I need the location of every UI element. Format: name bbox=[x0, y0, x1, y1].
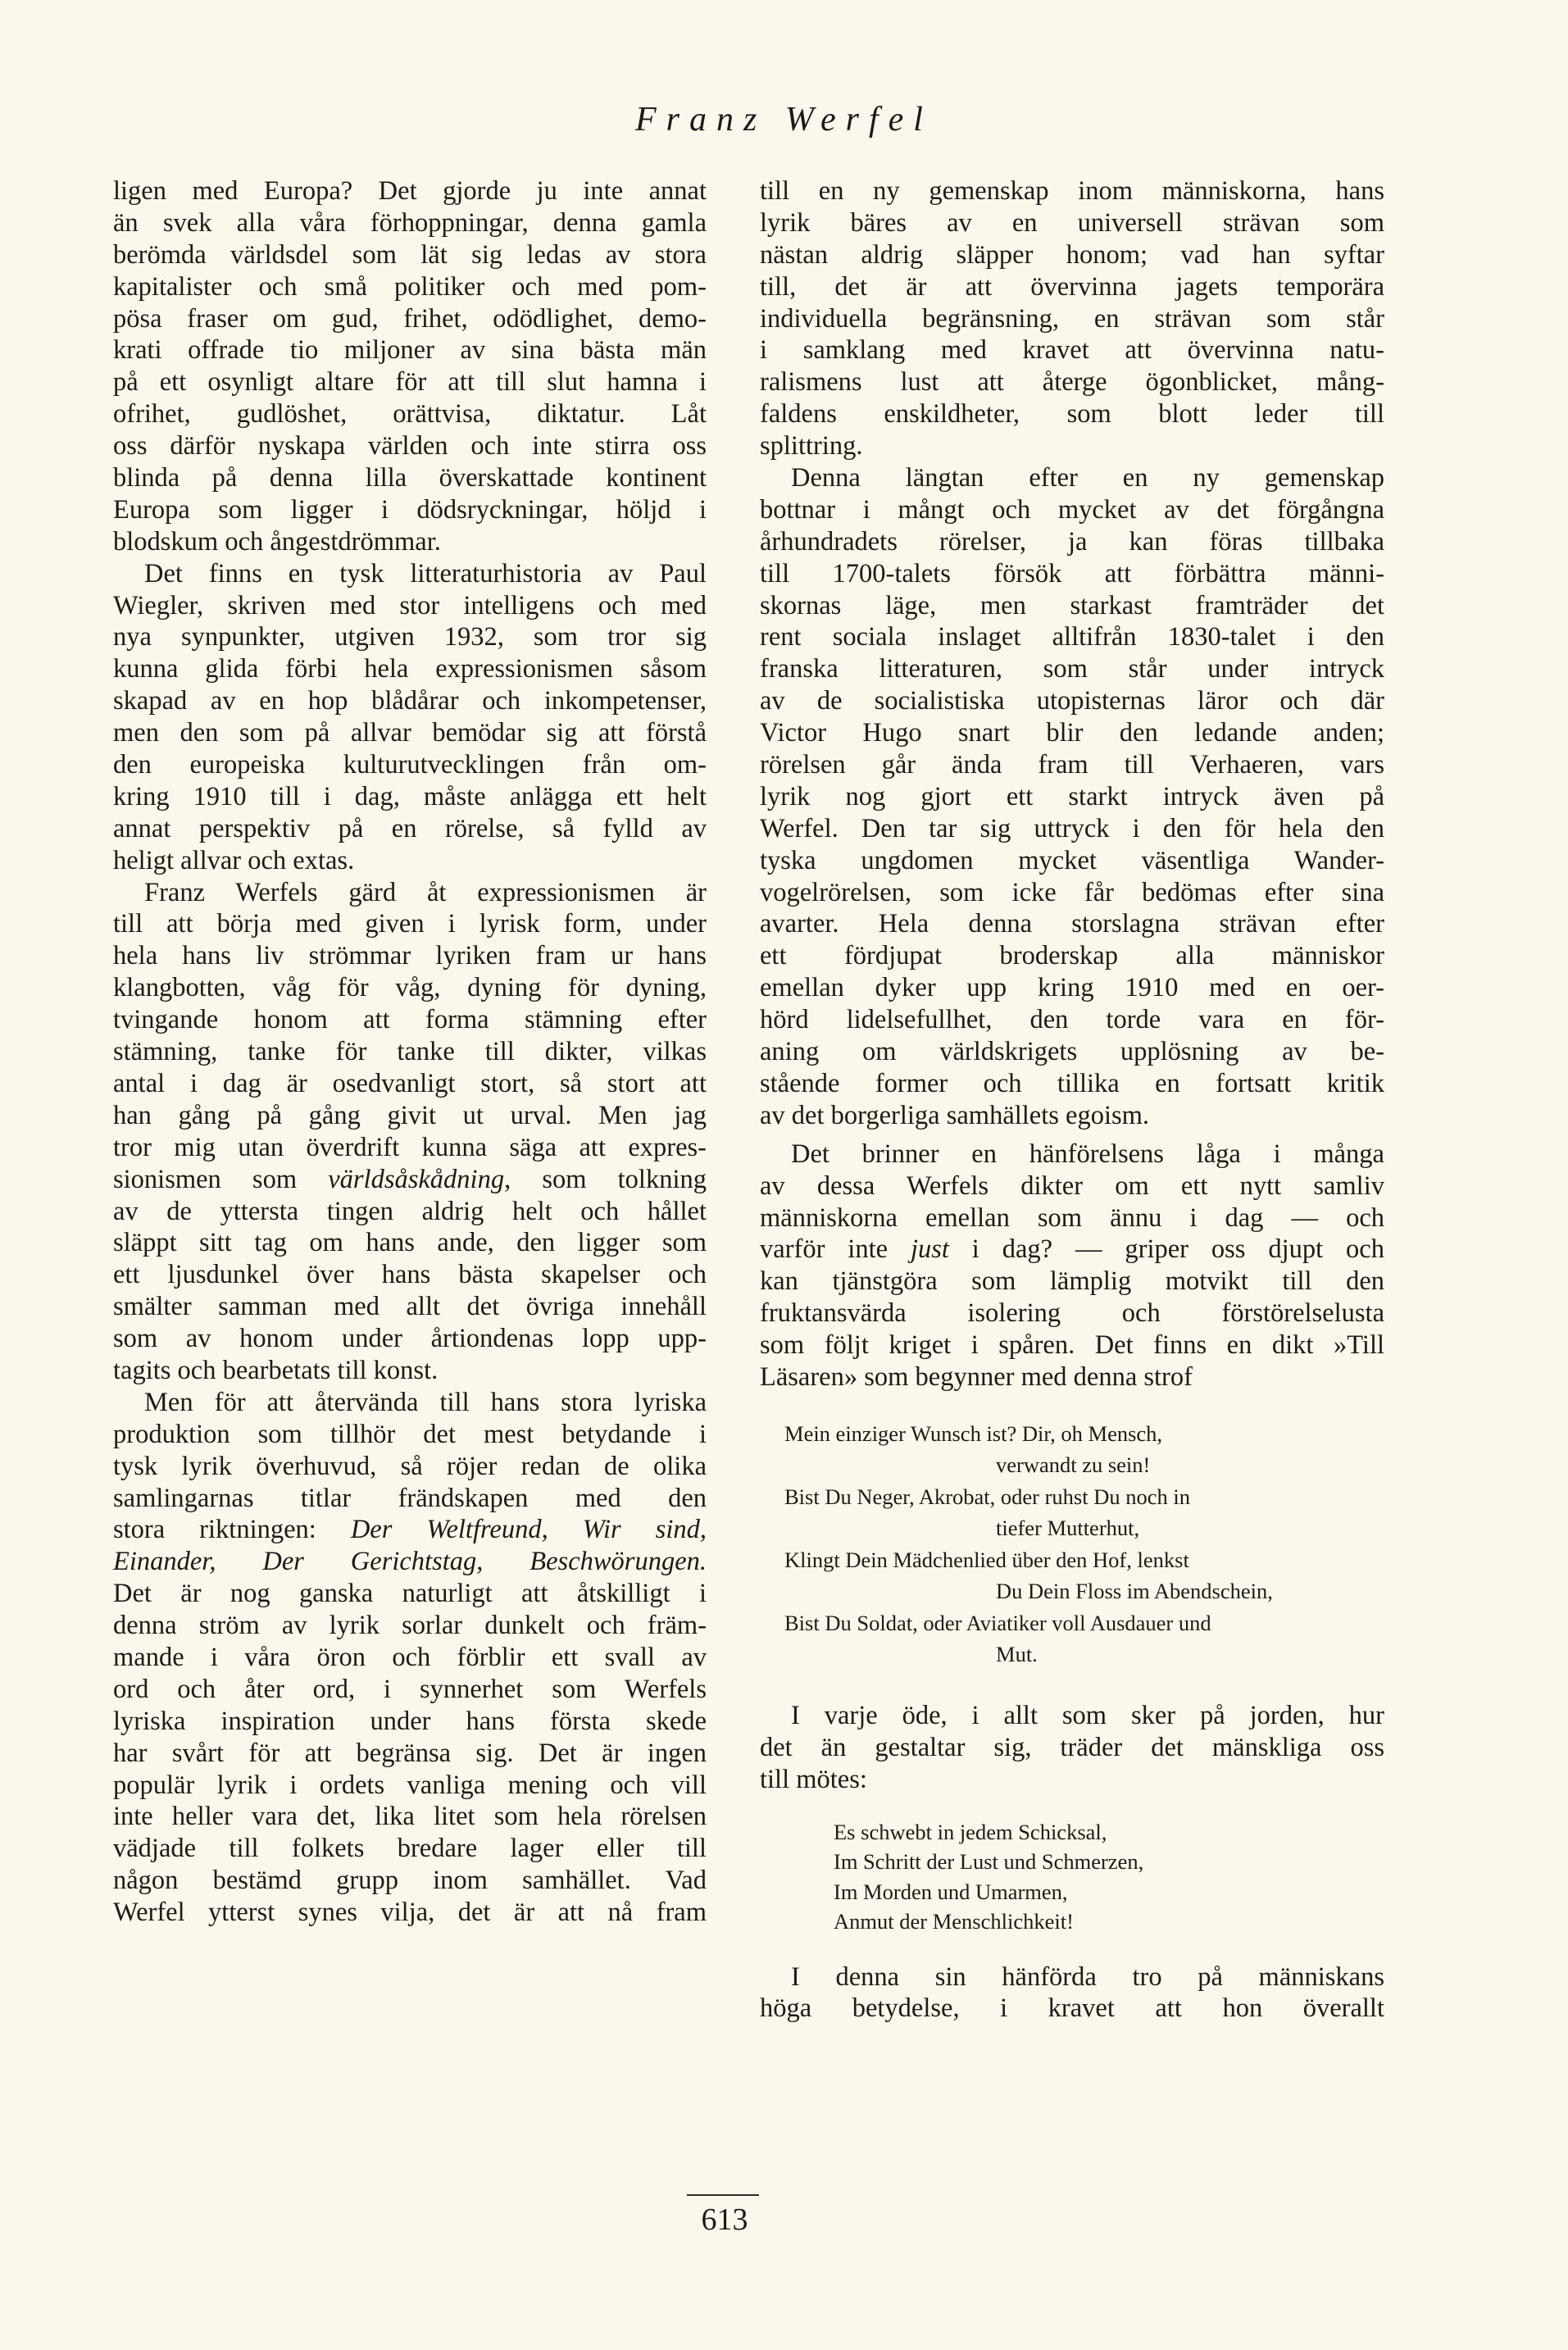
text-line: klangbotten, våg för våg, dyning för dyning, bbox=[113, 973, 707, 1003]
verse-line: Es schwebt in jedem Schicksal, bbox=[834, 1819, 1107, 1844]
text-line: individuella begränsning, en strävan som står bbox=[760, 303, 1384, 334]
text-line: ett fördjupat broderskap alla människor bbox=[760, 941, 1384, 971]
text-line: någon bestämd grupp inom samhället. Vad bbox=[113, 1866, 707, 1896]
text-line: tvingande honom att forma stämning efter bbox=[113, 1005, 707, 1035]
text-line: ord och åter ord, i synnerhet som Werfels bbox=[113, 1674, 707, 1704]
text-line: inte heller vara det, lika litet som hela rörelsen bbox=[113, 1802, 707, 1832]
verse-line: Mein einziger Wunsch ist? Dir, oh Mensch, bbox=[784, 1420, 1163, 1446]
text-line: den europeiska kulturutvecklingen från om- bbox=[113, 750, 707, 780]
work-titles: Einander, Der Gerichtstag, Beschwörungen. bbox=[113, 1547, 707, 1577]
text-line: ett ljusdunkel över hans bästa skapelser och bbox=[113, 1260, 707, 1290]
verse-quote-schicksal bbox=[760, 1817, 1384, 1937]
verse-line-continuation: Mut. bbox=[996, 1642, 1038, 1667]
text-line: av dessa Werfels dikter om ett nytt samliv bbox=[760, 1170, 1384, 1201]
text-fragment: sionismen som bbox=[113, 1164, 329, 1194]
text-line: tagits och bearbetats till konst. bbox=[113, 1355, 439, 1385]
text-line: blodskum och ångestdrömmar. bbox=[113, 526, 441, 557]
text-line: till en ny gemenskap inom människorna, hans bbox=[760, 176, 1384, 206]
text-line: Europa som ligger i dödsryckningar, höljd i bbox=[113, 494, 707, 525]
text-line: människorna emellan som ännu i dag — och bbox=[760, 1202, 1384, 1233]
verse-line: Bist Du Neger, Akrobat, oder ruhst Du noch in bbox=[784, 1484, 1190, 1509]
text-line: bottnar i mångt och mycket av det förgångna bbox=[760, 494, 1384, 525]
text-line: skornas läge, men starkast framträder det bbox=[760, 590, 1384, 620]
text-line: hela hans liv strömmar lyriken fram ur hans bbox=[113, 941, 707, 971]
text-line: kunna glida förbi hela expressionismen såsom bbox=[113, 654, 707, 684]
verse-line: Anmut der Menschlichkeit! bbox=[834, 1909, 1074, 1934]
paragraph-start: Det brinner en hänförelsens låga i många bbox=[791, 1139, 1384, 1169]
text-line: Det är nog ganska naturligt att åtskilligt i bbox=[113, 1579, 707, 1609]
text-line: vädjade till folkets bredare lager eller till bbox=[113, 1834, 707, 1864]
text-line: till, det är att övervinna jagets temporära bbox=[760, 271, 1384, 302]
text-fragment: i dag? — griper oss djupt och bbox=[948, 1234, 1384, 1265]
text-line: berömda världsdel som lät sig ledas av stora bbox=[113, 239, 707, 270]
text-line: fruktansvärda isolering och förstörelselusta bbox=[760, 1298, 1384, 1329]
italic-just: just bbox=[910, 1234, 949, 1265]
verse-line: Klingt Dein Mädchenlied über den Hof, lenkst bbox=[784, 1547, 1189, 1572]
text-line: smälter samman med allt det övriga innehåll bbox=[113, 1292, 707, 1322]
text-line: denna ström av lyrik sorlar dunkelt och främ- bbox=[113, 1611, 707, 1641]
paragraph-gap bbox=[760, 1132, 1384, 1139]
text-line: som av honom under årtiondenas lopp upp- bbox=[113, 1324, 707, 1354]
text-line: Läsaren» som begynner med denna strof bbox=[760, 1361, 1193, 1392]
text-line: rent sociala inslaget alltifrån 1830-talet i den bbox=[760, 622, 1384, 652]
text-line: av de socialistiska utopisternas läror och där bbox=[760, 686, 1384, 716]
paragraph-start: Franz Werfels gärd åt expressionismen är bbox=[144, 877, 707, 907]
text-line-with-italic bbox=[113, 1164, 707, 1196]
running-head-title: Franz Werfel bbox=[635, 101, 933, 139]
text-line: avarter. Hela denna storslagna strävan efter bbox=[760, 909, 1384, 939]
text-line: rörelsen går ända fram till Verhaeren, vars bbox=[760, 750, 1384, 780]
paragraph-start: I denna sin hänförda tro på människans bbox=[791, 1961, 1384, 1992]
text-line: populär lyrik i ordets vanliga mening och vill bbox=[113, 1770, 707, 1800]
text-line: nästan aldrig släpper honom; vad han syftar bbox=[760, 239, 1384, 270]
text-line: nya synpunkter, utgiven 1932, som tror sig bbox=[113, 622, 707, 652]
text-line: Victor Hugo snart blir den ledande anden; bbox=[760, 718, 1384, 748]
text-line: på ett osynligt altare för att till slut hamna i bbox=[113, 367, 707, 398]
verse-line-continuation: tiefer Mutterhut, bbox=[996, 1516, 1140, 1541]
text-line: av det borgerliga samhällets egoism. bbox=[760, 1100, 1150, 1130]
text-line: vogelrörelsen, som icke får bedömas efter sina bbox=[760, 877, 1384, 907]
text-line: stämning, tanke för tanke till dikter, vilkas bbox=[113, 1037, 707, 1067]
text-line: hörd lidelsefullhet, den torde vara en för- bbox=[760, 1005, 1384, 1035]
paragraph-start: I varje öde, i allt som sker på jorden, hur bbox=[791, 1700, 1384, 1730]
text-line: i samklang med kravet att övervinna natu- bbox=[760, 335, 1384, 366]
text-line: pösa fraser om gud, frihet, odödlighet, demo- bbox=[113, 303, 707, 334]
text-line: till att börja med given i lyrisk form, under bbox=[113, 909, 707, 939]
text-line: kan tjänstgöra som lämplig motvikt till den bbox=[760, 1266, 1384, 1297]
text-line: lyriska inspiration under hans första skede bbox=[113, 1706, 707, 1736]
verse-line: Im Schritt der Lust und Schmerzen, bbox=[834, 1849, 1144, 1875]
text-line: antal i dag är osedvanligt stort, så stort att bbox=[113, 1068, 707, 1098]
text-line: ofrihet, gudlöshet, orättvisa, diktatur. Låt bbox=[113, 399, 707, 430]
text-line: krati offrade tio miljoner av sina bästa män bbox=[113, 335, 707, 366]
paragraph-start: Men för att återvända till hans stora lyriska bbox=[144, 1387, 707, 1417]
text-line: Werfel ytterst synes vilja, det är att nå fram bbox=[113, 1898, 707, 1928]
text-line: han gång på gång givit ut urval. Men jag bbox=[113, 1100, 707, 1130]
text-line: lyrik bäres av en universell strävan som bbox=[760, 207, 1384, 238]
text-line-with-titles bbox=[113, 1514, 707, 1546]
text-line: blinda på denna lilla överskattade kontinent bbox=[113, 463, 707, 493]
text-line: franska litteraturen, som står under intryck bbox=[760, 654, 1384, 684]
text-fragment: , som tolkning bbox=[504, 1164, 707, 1194]
right-column bbox=[760, 175, 1384, 2025]
text-line: oss därför nyskapa världen och inte stirra oss bbox=[113, 431, 707, 461]
text-line: tror mig utan överdrift kunna säga att expres- bbox=[113, 1132, 707, 1162]
text-line: lyrik nog gjort ett starkt intryck även på bbox=[760, 781, 1384, 811]
verse-quote-till-lasaren bbox=[760, 1418, 1384, 1670]
text-line: kring 1910 till i dag, måste anlägga ett helt bbox=[113, 781, 707, 811]
verse-line: Im Morden und Umarmen, bbox=[834, 1879, 1068, 1904]
text-line: mande i våra öron och förblir ett svall av bbox=[113, 1642, 707, 1672]
text-line: annat perspektiv på en rörelse, så fylld av bbox=[113, 813, 707, 843]
text-line: århundradets rörelser, ja kan föras tillbaka bbox=[760, 526, 1384, 557]
text-line: än svek alla våra förhoppningar, denna gamla bbox=[113, 207, 707, 238]
text-line: emellan dyker upp kring 1910 med en oer- bbox=[760, 973, 1384, 1003]
text-line: tyska ungdomen mycket väsentliga Wander- bbox=[760, 845, 1384, 875]
text-line: till mötes: bbox=[760, 1764, 867, 1794]
text-line: tysk lyrik överhuvud, så röjer redan de olika bbox=[113, 1451, 707, 1481]
text-line: har svårt för att begränsa sig. Det är ingen bbox=[113, 1738, 707, 1768]
text-line: faldens enskildheter, som blott leder till bbox=[760, 399, 1384, 430]
page-number-rule bbox=[687, 2194, 759, 2196]
text-line: kapitalister och små politiker och med pom- bbox=[113, 271, 707, 302]
text-fragment: stora riktningen: bbox=[113, 1515, 351, 1545]
verse-line-continuation: Du Dein Floss im Abendschein, bbox=[996, 1579, 1273, 1604]
verse-line: Bist Du Soldat, oder Aviatiker voll Ausdauer und bbox=[784, 1610, 1211, 1635]
text-line: heligt allvar och extas. bbox=[113, 845, 355, 875]
paragraph-start: Denna längtan efter en ny gemenskap bbox=[791, 463, 1384, 493]
text-line: aning om världskrigets upplösning av be- bbox=[760, 1037, 1384, 1067]
text-line-with-italic bbox=[760, 1234, 1384, 1266]
work-titles: Der Weltfreund, Wir sind, bbox=[350, 1515, 707, 1545]
text-line: Werfel. Den tar sig uttryck i den för hela den bbox=[760, 813, 1384, 843]
text-line: som följt kriget i spåren. Det finns en dikt »Till bbox=[760, 1330, 1384, 1361]
text-line: skapad av en hop blådårar och inkompetenser, bbox=[113, 686, 707, 716]
text-line: ligen med Europa? Det gjorde ju inte annat bbox=[113, 176, 707, 206]
text-line: höga betydelse, i kravet att hon överallt bbox=[760, 1993, 1384, 2024]
text-line: Wiegler, skriven med stor intelligens och med bbox=[113, 590, 707, 620]
text-line: samlingarnas titlar frändskapen med den bbox=[113, 1483, 707, 1513]
text-line: produktion som tillhör det mest betydande i bbox=[113, 1419, 707, 1449]
paragraph-start: Det finns en tysk litteraturhistoria av Paul bbox=[144, 558, 707, 589]
verse-line-continuation: verwandt zu sein! bbox=[996, 1452, 1151, 1478]
page-number: 613 bbox=[701, 2202, 748, 2237]
italic-term: världsåskådning bbox=[328, 1164, 505, 1194]
text-line: ralismens lust att återge ögonblicket, mång- bbox=[760, 367, 1384, 398]
text-line: det än gestaltar sig, träder det mänskliga oss bbox=[760, 1732, 1384, 1762]
text-line: splittring. bbox=[760, 431, 863, 461]
text-line: stående former och tillika en fortsatt kritik bbox=[760, 1068, 1384, 1098]
left-column bbox=[113, 175, 707, 1929]
text-line: men den som på allvar bemödar sig att förstå bbox=[113, 718, 707, 748]
text-line: av de yttersta tingen aldrig helt och hållet bbox=[113, 1196, 707, 1226]
text-line: till 1700-talets försök att förbättra männi- bbox=[760, 558, 1384, 589]
text-line: släppt sitt tag om hans ande, den ligger som bbox=[113, 1228, 707, 1258]
text-line-titles bbox=[113, 1546, 707, 1578]
text-fragment: varför inte bbox=[760, 1234, 911, 1265]
